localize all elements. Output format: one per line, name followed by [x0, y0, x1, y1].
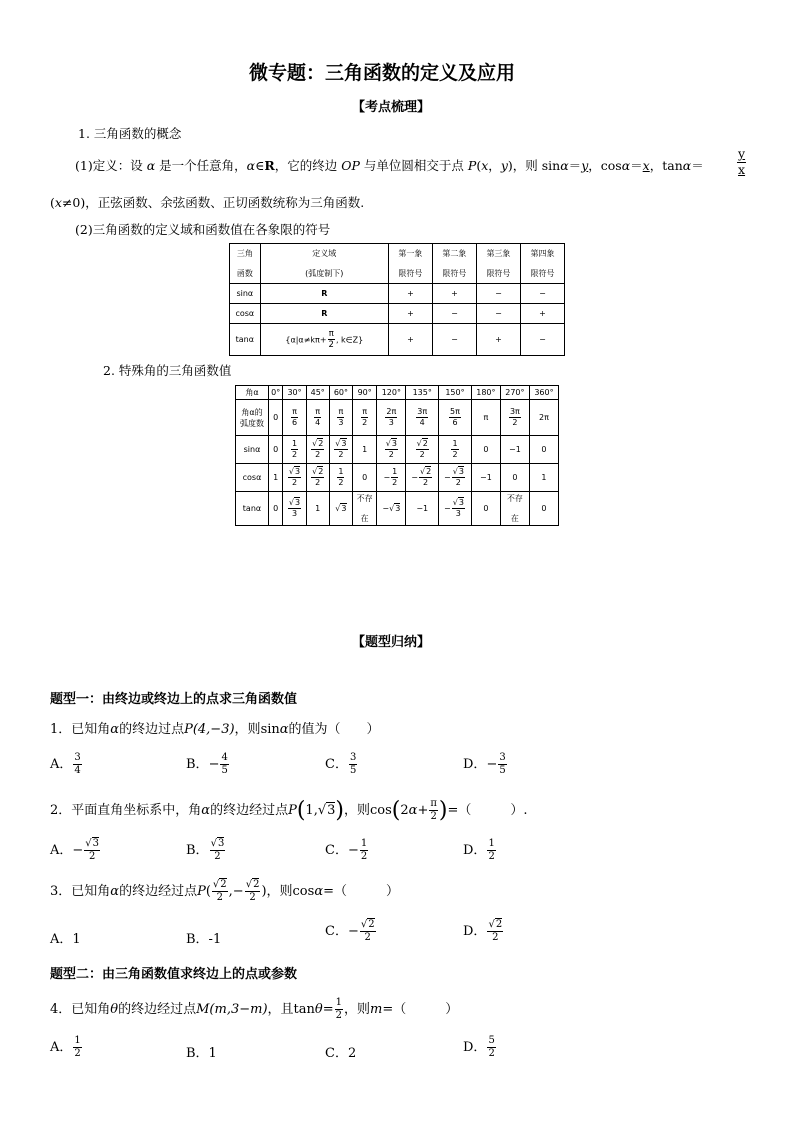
tan-fraction: $\frac{y}{x}$: [738, 146, 746, 177]
q3-option-a[interactable]: A．1: [50, 932, 81, 947]
q4-option-c[interactable]: C．2: [325, 1046, 357, 1061]
concept-heading: 1. 三角函数的概念: [78, 126, 182, 141]
q3-option-d[interactable]: D． $\frac{√2}{2}$: [463, 919, 503, 943]
section-heading-summary: 【考点梳理】: [352, 100, 431, 115]
question-4: 4．已知角θ的终边经过点M(m,3−m)，且tanθ= $\frac{1}{2}$ ，则m=（ ）: [50, 997, 459, 1021]
type2-heading: 题型二：由三角函数值求终边上的点或参数: [50, 967, 298, 982]
q4-option-b[interactable]: B．1: [186, 1046, 217, 1061]
q1-option-b[interactable]: B．− $\frac{4}{5}$: [186, 752, 228, 776]
definition-line-2: (x≠0)，正弦函数、余弦函数、正切函数统称为三角函数.: [50, 195, 365, 210]
q3-option-c[interactable]: C．− $\frac{√2}{2}$: [325, 919, 375, 943]
q4-option-d[interactable]: D． $\frac{5}{2}$: [463, 1035, 495, 1059]
sign-table: 三角 函数 定义域 (弧度制下) 第一象 限符号 第二象 限符号 第三象 限符号 第四象 限符号 sinα R + + − − cosα R + − − + tanα {α|α≠kπ+ $\frac{\pi}{2}$ , k∈Z} + − + −: [229, 243, 565, 356]
special-angles-heading: 2. 特殊角的三角函数值: [103, 363, 232, 378]
q2-option-d[interactable]: D． $\frac{1}{2}$: [463, 838, 495, 862]
q4-option-a[interactable]: A． $\frac{1}{2}$: [50, 1035, 81, 1059]
q3-option-b[interactable]: B．-1: [186, 932, 222, 947]
q2-option-a[interactable]: A．− $\frac{√3}{2}$: [50, 838, 100, 862]
type1-heading: 题型一：由终边或终边上的点求三角函数值: [50, 692, 298, 707]
q2-option-b[interactable]: B． $\frac{√3}{2}$: [186, 838, 225, 862]
q1-option-a[interactable]: A． $\frac{3}{4}$: [50, 752, 81, 776]
page-title: 微专题：三角函数的定义及应用: [249, 62, 516, 84]
section-heading-types: 【题型归纳】: [352, 635, 431, 650]
question-3: 3．已知角α的终边经过点P( $\frac{√2}{2}$ ,− $\frac{√2}{2}$ )，则cosα=（ ）: [50, 879, 399, 903]
definition-line: (1)定义：设 α 是一个任意角，α∈R，它的终边 OP 与单位圆相交于点 P(x，y)，则 sinα＝y，cosα＝x，tanα＝: [75, 158, 704, 173]
sign-table-caption: (2)三角函数的定义域和函数值在各象限的符号: [75, 222, 331, 237]
q1-option-d[interactable]: D．− $\frac{3}{5}$: [463, 752, 506, 776]
q1-option-c[interactable]: C． $\frac{3}{5}$: [325, 752, 357, 776]
question-1: 1．已知角α的终边过点P(4,−3)，则sinα的值为（ ）: [50, 722, 380, 737]
q2-option-c[interactable]: C．− $\frac{1}{2}$: [325, 838, 368, 862]
special-angle-table: 角α 0° 30° 45° 60° 90° 120° 135° 150° 180° 270° 360° 角α的 弧度数 0 $\frac{\pi}{6}$ $\frac{\pi}{4}$ $\frac{\pi}{3}$ $\frac{\pi}{2}$ $\frac{2\pi}{3}$ $\frac{3\pi}{4}$ $\frac{5\pi}{6}$ π $\frac{3\pi}{2}$ 2π sinα 0 $\frac{1}{2}$ $\frac{√2}{2}$ $\frac{√3}{2}$ 1 $\frac{√3}{2}$ $\frac{√2}{2}$ $\frac{1}{2}$ 0 −1 0 cosα 1 $\frac{√3}{2}$ $\frac{√2}{2}$ $\frac{1}{2}$ 0 − $\frac{1}{2}$ − $\frac{√2}{2}$ − $\frac{√3}{2}$ −1 0 1 tanα 0 $\frac{√3}{3}$ 1 √3 不存 在 −√3 −1 − $\frac{√3}{3}$ 0 不存 在 0: [235, 385, 559, 526]
question-2: 2．平面直角坐标系中，角α的终边经过点P(1,√3)，则cos(2α+ $\frac{\pi}{2}$ )=（ ）.: [50, 798, 528, 823]
